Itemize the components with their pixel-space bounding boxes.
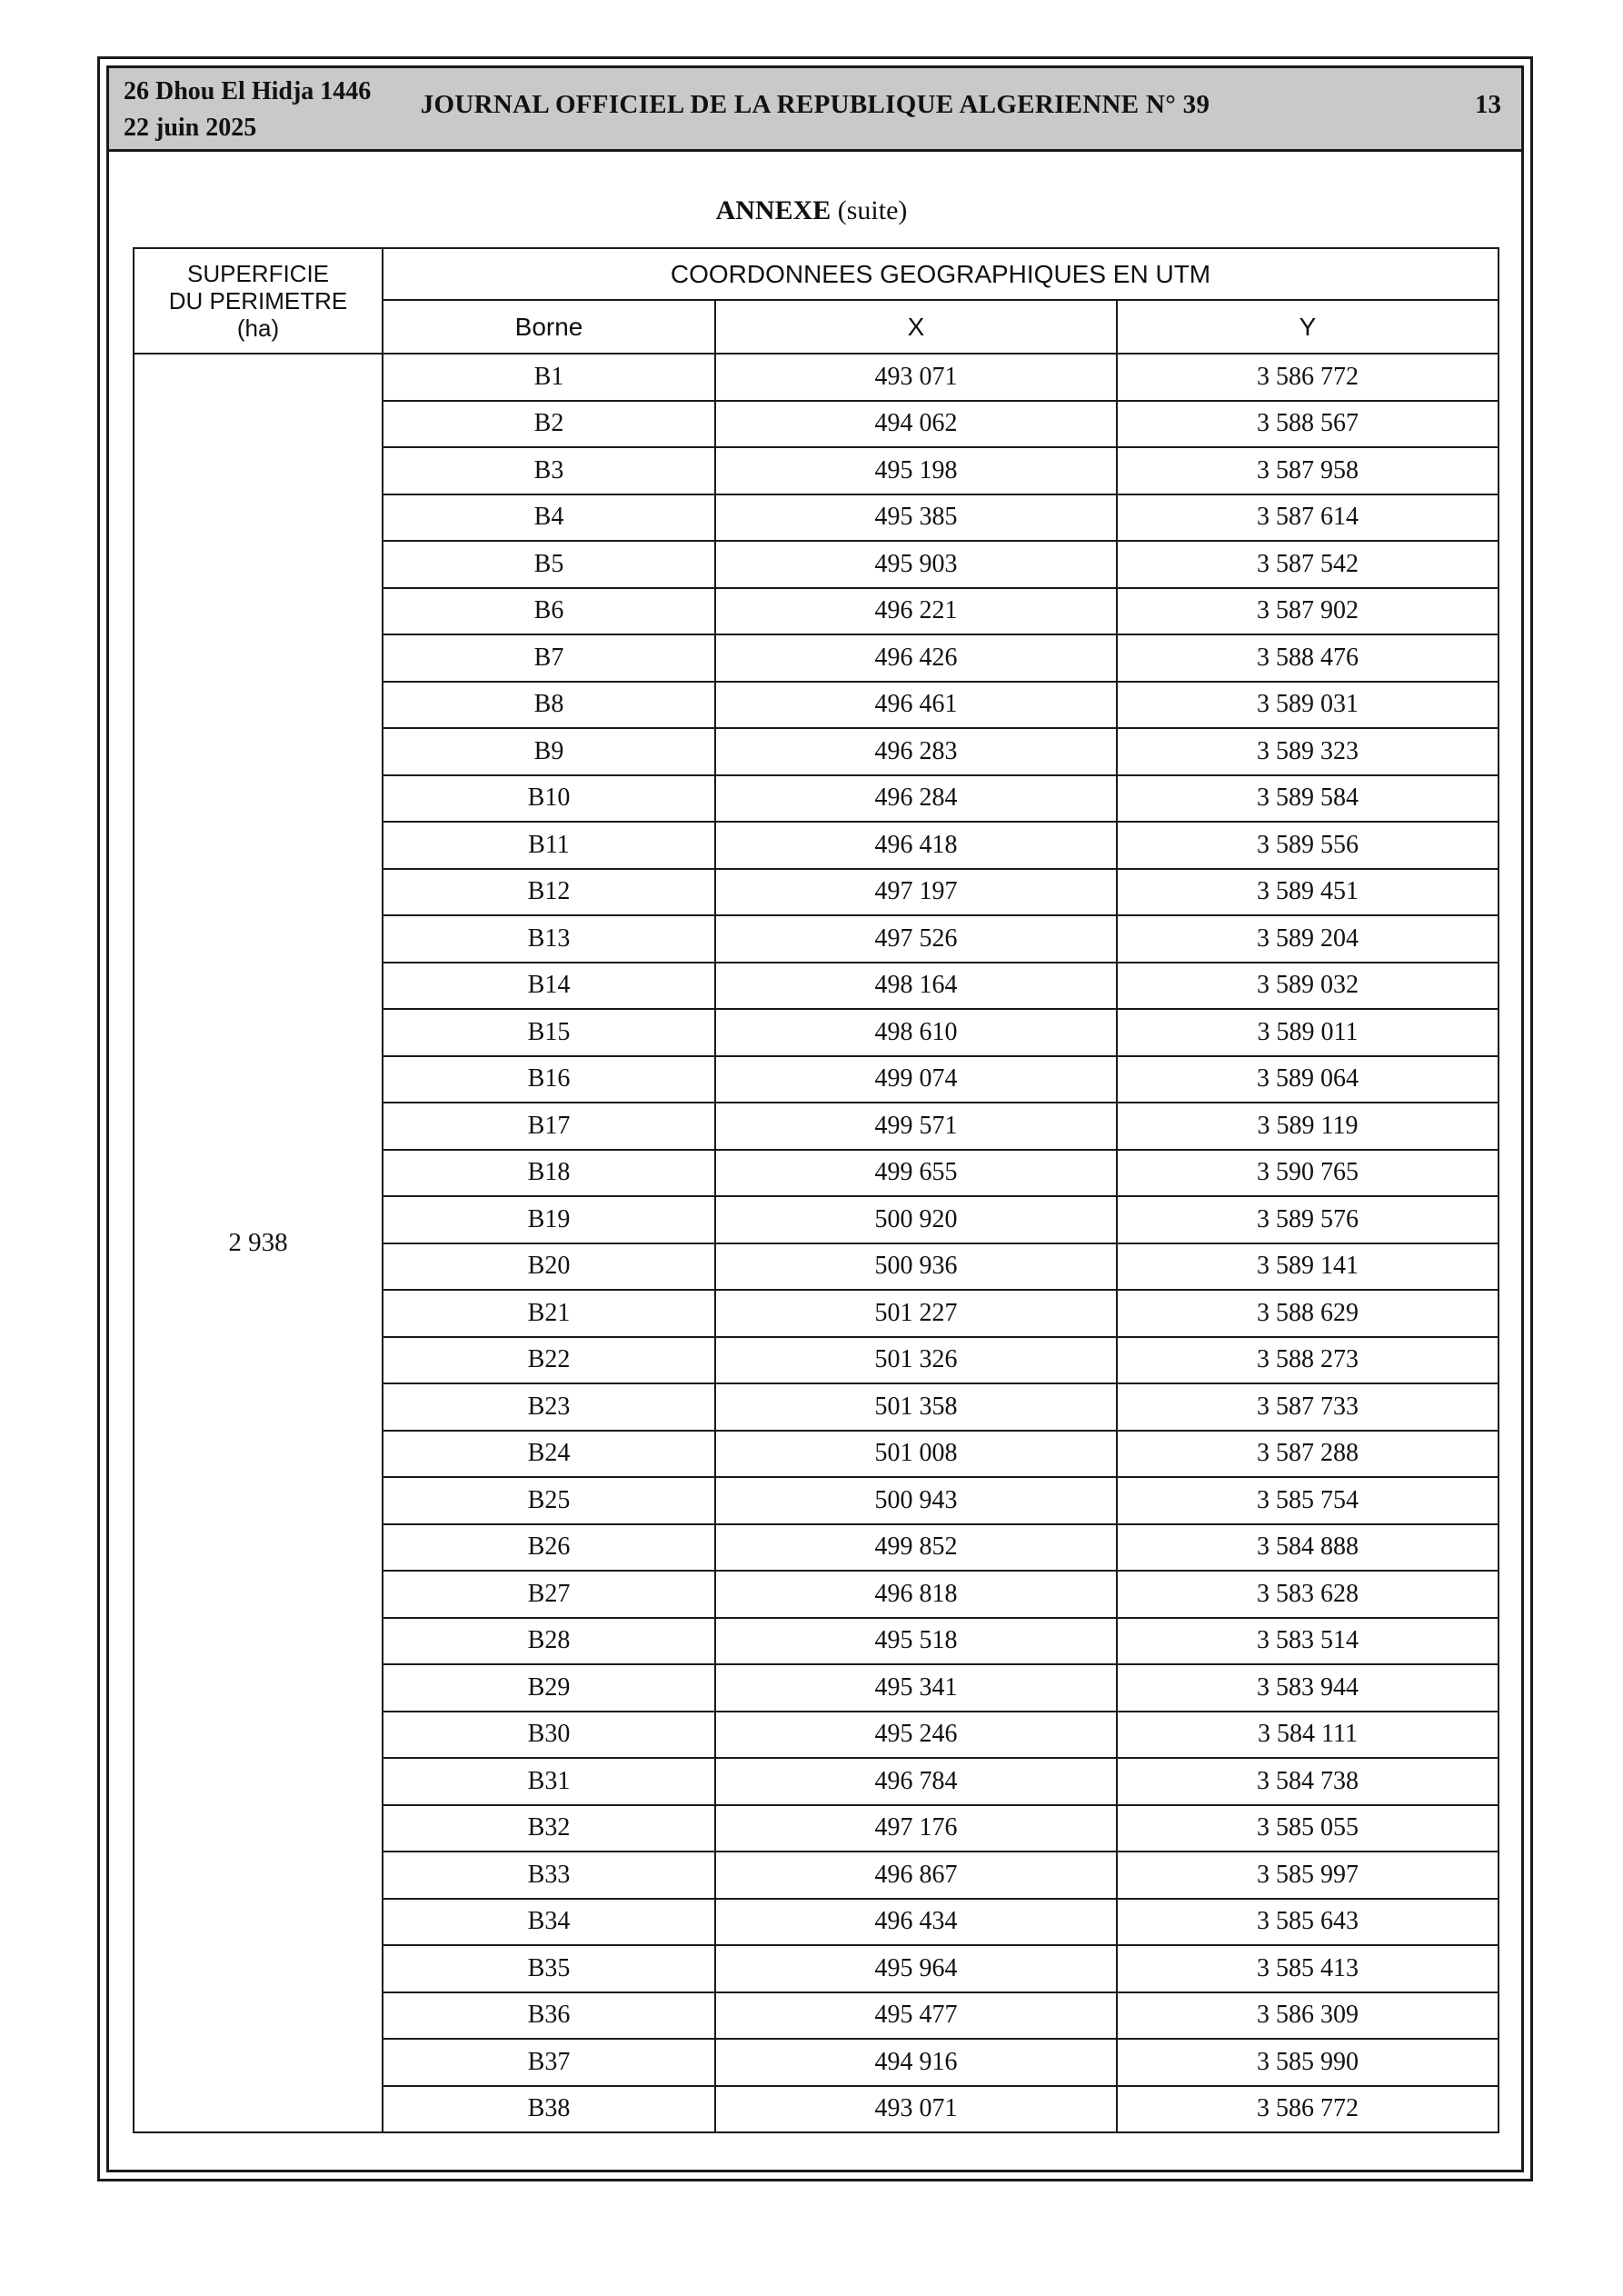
borne-cell: B6: [383, 588, 715, 635]
y-cell: 3 587 614: [1117, 494, 1499, 542]
y-cell: 3 585 997: [1117, 1852, 1499, 1899]
table-row: [134, 354, 1499, 401]
borne-cell: B9: [383, 728, 715, 775]
x-cell: 500 943: [715, 1477, 1117, 1524]
y-cell: 3 588 629: [1117, 1290, 1499, 1337]
borne-cell: B30: [383, 1712, 715, 1759]
area-header-line: DU PERIMETRE: [168, 287, 348, 314]
x-cell: 496 426: [715, 634, 1117, 682]
x-cell: 495 903: [715, 541, 1117, 588]
y-cell: 3 589 323: [1117, 728, 1499, 775]
date-hijri: 26 Dhou El Hidja 1446: [124, 77, 372, 105]
y-cell: 3 587 288: [1117, 1431, 1499, 1478]
x-cell: 498 164: [715, 963, 1117, 1010]
x-cell: 497 526: [715, 915, 1117, 963]
area-value: 2 938: [134, 354, 383, 2132]
y-cell: 3 589 451: [1117, 869, 1499, 916]
y-cell: 3 583 628: [1117, 1571, 1499, 1618]
annexe-suffix: (suite): [837, 195, 908, 225]
y-cell: 3 589 141: [1117, 1243, 1499, 1291]
borne-cell: B14: [383, 963, 715, 1010]
x-cell: 496 284: [715, 775, 1117, 823]
borne-cell: B37: [383, 2039, 715, 2086]
borne-cell: B27: [383, 1571, 715, 1618]
borne-cell: B15: [383, 1009, 715, 1056]
borne-cell: B38: [383, 2086, 715, 2133]
x-cell: 494 916: [715, 2039, 1117, 2086]
borne-cell: B8: [383, 682, 715, 729]
x-cell: 499 852: [715, 1524, 1117, 1572]
borne-cell: B19: [383, 1196, 715, 1243]
x-cell: 501 227: [715, 1290, 1117, 1337]
y-cell: 3 587 542: [1117, 541, 1499, 588]
borne-cell: B1: [383, 354, 715, 401]
borne-cell: B21: [383, 1290, 715, 1337]
area-header-line: SUPERFICIE: [186, 260, 330, 287]
x-cell: 496 418: [715, 822, 1117, 869]
x-cell: 496 221: [715, 588, 1117, 635]
y-cell: 3 587 733: [1117, 1383, 1499, 1431]
x-cell: 495 385: [715, 494, 1117, 542]
x-cell: 497 197: [715, 869, 1117, 916]
y-cell: 3 588 567: [1117, 401, 1499, 448]
x-column-header: X: [715, 300, 1117, 354]
y-cell: 3 585 990: [1117, 2039, 1499, 2086]
borne-cell: B23: [383, 1383, 715, 1431]
y-cell: 3 589 032: [1117, 963, 1499, 1010]
utm-coordinates-table: [133, 247, 1499, 2133]
y-cell: 3 589 011: [1117, 1009, 1499, 1056]
y-cell: 3 588 476: [1117, 634, 1499, 682]
borne-cell: B36: [383, 1992, 715, 2040]
x-cell: 496 283: [715, 728, 1117, 775]
y-cell: 3 589 576: [1117, 1196, 1499, 1243]
table-body: [134, 354, 1499, 2132]
y-cell: 3 590 765: [1117, 1150, 1499, 1197]
x-cell: 501 358: [715, 1383, 1117, 1431]
x-cell: 493 071: [715, 2086, 1117, 2133]
borne-cell: B7: [383, 634, 715, 682]
borne-cell: B10: [383, 775, 715, 823]
x-cell: 498 610: [715, 1009, 1117, 1056]
x-cell: 497 176: [715, 1805, 1117, 1852]
x-cell: 499 074: [715, 1056, 1117, 1103]
borne-cell: B35: [383, 1945, 715, 1992]
y-cell: 3 586 772: [1117, 2086, 1499, 2133]
x-cell: 496 784: [715, 1758, 1117, 1805]
borne-cell: B22: [383, 1337, 715, 1384]
date-gregorian: 22 juin 2025: [124, 114, 257, 142]
borne-cell: B4: [383, 494, 715, 542]
x-cell: 496 867: [715, 1852, 1117, 1899]
y-cell: 3 584 738: [1117, 1758, 1499, 1805]
y-cell: 3 589 556: [1117, 822, 1499, 869]
borne-cell: B3: [383, 447, 715, 494]
x-cell: 499 655: [715, 1150, 1117, 1197]
x-cell: 501 326: [715, 1337, 1117, 1384]
x-cell: 494 062: [715, 401, 1117, 448]
y-cell: 3 587 958: [1117, 447, 1499, 494]
borne-cell: B17: [383, 1103, 715, 1150]
y-cell: 3 586 772: [1117, 354, 1499, 401]
x-cell: 500 920: [715, 1196, 1117, 1243]
journal-title: JOURNAL OFFICIEL DE LA REPUBLIQUE ALGERIENNE N° 39: [420, 90, 1210, 119]
table-header-row: [134, 248, 1499, 300]
x-cell: 501 008: [715, 1431, 1117, 1478]
borne-cell: B33: [383, 1852, 715, 1899]
y-cell: 3 589 031: [1117, 682, 1499, 729]
borne-column-header: Borne: [383, 300, 715, 354]
borne-cell: B12: [383, 869, 715, 916]
x-cell: 495 518: [715, 1618, 1117, 1665]
y-cell: 3 588 273: [1117, 1337, 1499, 1384]
x-cell: 500 936: [715, 1243, 1117, 1291]
y-column-header: Y: [1117, 300, 1499, 354]
utm-group-header: COORDONNEES GEOGRAPHIQUES EN UTM: [383, 248, 1499, 300]
borne-cell: B29: [383, 1664, 715, 1712]
y-cell: 3 587 902: [1117, 588, 1499, 635]
y-cell: 3 585 754: [1117, 1477, 1499, 1524]
x-cell: 496 818: [715, 1571, 1117, 1618]
borne-cell: B31: [383, 1758, 715, 1805]
x-cell: 495 964: [715, 1945, 1117, 1992]
y-cell: 3 589 584: [1117, 775, 1499, 823]
x-cell: 499 571: [715, 1103, 1117, 1150]
x-cell: 496 461: [715, 682, 1117, 729]
journal-header: [106, 65, 1524, 152]
annexe-heading: [0, 195, 1623, 226]
y-cell: 3 585 643: [1117, 1899, 1499, 1946]
x-cell: 495 198: [715, 447, 1117, 494]
borne-cell: B18: [383, 1150, 715, 1197]
borne-cell: B34: [383, 1899, 715, 1946]
y-cell: 3 585 413: [1117, 1945, 1499, 1992]
x-cell: 493 071: [715, 354, 1117, 401]
y-cell: 3 589 119: [1117, 1103, 1499, 1150]
borne-cell: B11: [383, 822, 715, 869]
borne-cell: B13: [383, 915, 715, 963]
y-cell: 3 583 944: [1117, 1664, 1499, 1712]
x-cell: 495 246: [715, 1712, 1117, 1759]
page-number: 13: [1475, 90, 1501, 119]
borne-cell: B32: [383, 1805, 715, 1852]
borne-cell: B25: [383, 1477, 715, 1524]
borne-cell: B24: [383, 1431, 715, 1478]
area-column-header: [134, 248, 383, 354]
x-cell: 495 477: [715, 1992, 1117, 2040]
y-cell: 3 584 888: [1117, 1524, 1499, 1572]
y-cell: 3 589 064: [1117, 1056, 1499, 1103]
area-header-line: (ha): [236, 314, 280, 342]
y-cell: 3 584 111: [1117, 1712, 1499, 1759]
borne-cell: B20: [383, 1243, 715, 1291]
borne-cell: B2: [383, 401, 715, 448]
x-cell: 495 341: [715, 1664, 1117, 1712]
y-cell: 3 585 055: [1117, 1805, 1499, 1852]
y-cell: 3 583 514: [1117, 1618, 1499, 1665]
annexe-title: ANNEXE: [715, 195, 831, 225]
borne-cell: B26: [383, 1524, 715, 1572]
y-cell: 3 586 309: [1117, 1992, 1499, 2040]
borne-cell: B16: [383, 1056, 715, 1103]
borne-cell: B28: [383, 1618, 715, 1665]
borne-cell: B5: [383, 541, 715, 588]
x-cell: 496 434: [715, 1899, 1117, 1946]
y-cell: 3 589 204: [1117, 915, 1499, 963]
